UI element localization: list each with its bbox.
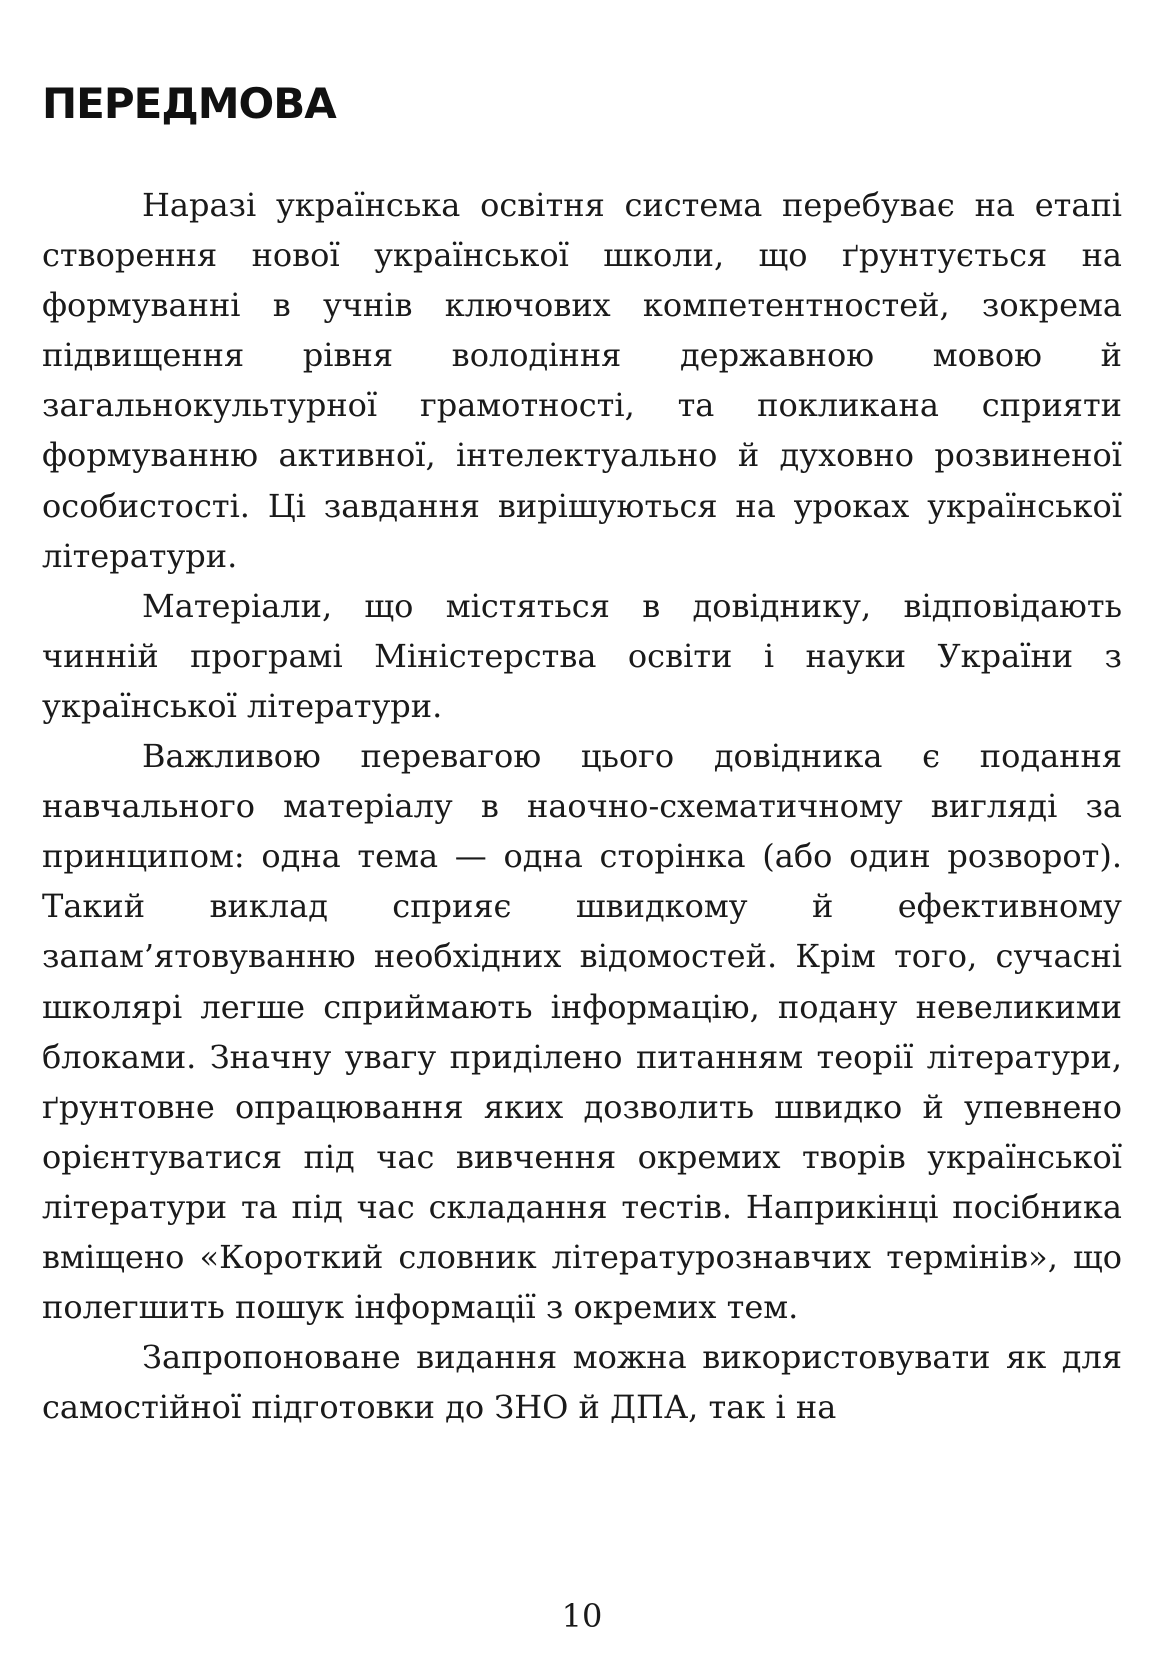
paragraph-3: Важливою перевагою цього довідника є подання навчального матеріалу в наочно-схематичному вигляді за принципом: одна тема — одна сторінка (або один розворот). Такий виклад сприяє швидкому й ефективному запам’ятовуванню необхідних відомостей. Крім того, сучасні школярі легше сприймають інформацію, подану невеликими блоками. Значну увагу приділено питанням теорії літератури, ґрунтовне опрацювання яких дозволить швидко й упевнено орієнтуватися під час вивчення окремих творів української літератури та під час складання тестів. Наприкінці посібника вміщено «Короткий словник літературознавчих термінів», що полегшить пошук інформації з окремих тем. <box>42 737 1122 1327</box>
paragraph-4: Запропоноване видання можна використовувати як для самостійної підготовки до ЗНО й ДПА, так і на <box>42 1338 1122 1427</box>
page-number: 10 <box>561 1597 603 1635</box>
body-text <box>42 180 1122 1432</box>
paragraph-1: Наразі українська освітня система перебуває на етапі створення нової української школи, що ґрунтується на формуванні в учнів ключових компетентностей, зокрема підвищення рівня володіння державною мовою й загальнокультурної грамотності, та покликана сприяти формуванню активної, інтелектуально й духовно розвиненої особистості. Ці завдання вирішуються на уроках української літератури. <box>42 186 1122 575</box>
paragraph-2: Матеріали, що містяться в довіднику, відповідають чинній програмі Міністерства освіти і науки України з української літератури. <box>42 586 1122 725</box>
page-title: ПЕРЕДМОВА <box>42 79 336 128</box>
